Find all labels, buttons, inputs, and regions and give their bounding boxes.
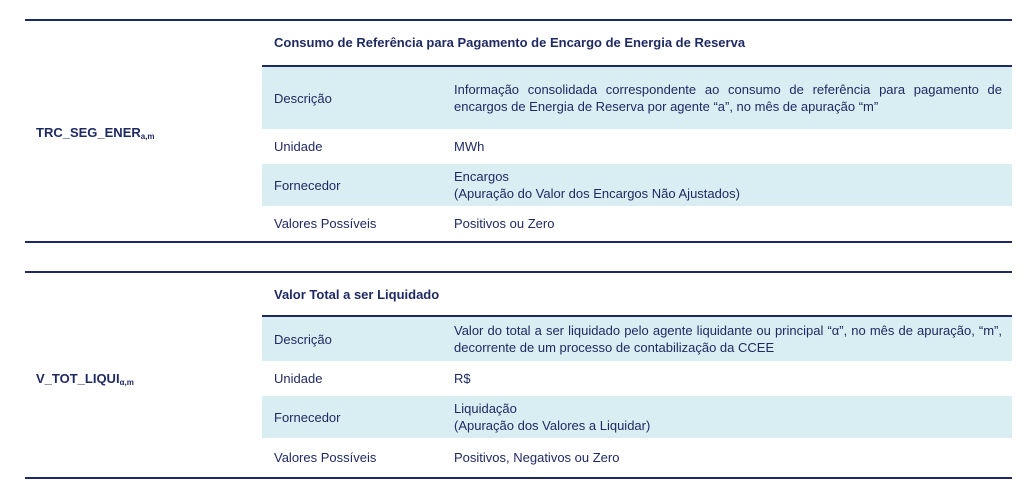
row-fornecedor <box>262 164 1012 206</box>
row-value: Positivos, Negativos ou Zero <box>454 449 620 465</box>
variable-definition-block <box>25 271 1012 479</box>
row-fornecedor <box>262 396 1012 438</box>
definition-table <box>262 21 1012 241</box>
row-label: Unidade <box>274 139 323 154</box>
variable-definition-block <box>25 19 1012 243</box>
row-value-line: Encargos <box>454 169 509 184</box>
definition-table <box>262 273 1012 477</box>
row-value: Informação consolidada correspondente ao consumo de referência para pagamento de encargos de Energia de Reserva por agente “a”, no mês de apuração “m” <box>454 82 1002 114</box>
row-value: Valor do total a ser liquidado pelo agente liquidante ou principal “α”, no mês de apuração, “m”, decorrente de um processo de contabilização da CCEE <box>454 323 1002 355</box>
variable-subscript: a,m <box>140 132 155 141</box>
row-value: MWh <box>454 139 485 154</box>
variable-name-text: V_TOT_LIQUI <box>36 371 120 386</box>
row-value: R$ <box>454 371 471 386</box>
definition-title: Valor Total a ser Liquidado <box>262 273 1012 317</box>
row-unidade <box>262 361 1012 396</box>
row-value: Positivos ou Zero <box>454 216 555 231</box>
row-value <box>454 168 1012 202</box>
row-label: Descrição <box>274 90 332 106</box>
row-value <box>454 400 1012 434</box>
row-value-line: Liquidação <box>454 401 517 416</box>
row-value-line: (Apuração do Valor dos Encargos Não Ajustados) <box>454 186 740 201</box>
row-label: Fornecedor <box>274 409 341 425</box>
row-descricao <box>262 67 1012 129</box>
row-valores-possiveis <box>262 438 1012 476</box>
row-value-line: (Apuração dos Valores a Liquidar) <box>454 418 651 433</box>
row-label: Descrição <box>274 331 332 347</box>
definition-title: Consumo de Referência para Pagamento de Encargo de Energia de Reserva <box>262 21 1012 67</box>
variable-subscript: α,m <box>119 378 134 387</box>
row-label: Valores Possíveis <box>274 449 377 465</box>
row-label: Unidade <box>274 371 323 386</box>
variable-name <box>36 371 134 386</box>
variable-name <box>36 125 155 140</box>
row-label: Fornecedor <box>274 177 341 193</box>
variable-name-text: TRC_SEG_ENER <box>36 125 141 140</box>
row-valores-possiveis <box>262 206 1012 241</box>
row-unidade <box>262 129 1012 164</box>
row-label: Valores Possíveis <box>274 216 377 231</box>
row-descricao <box>262 317 1012 361</box>
